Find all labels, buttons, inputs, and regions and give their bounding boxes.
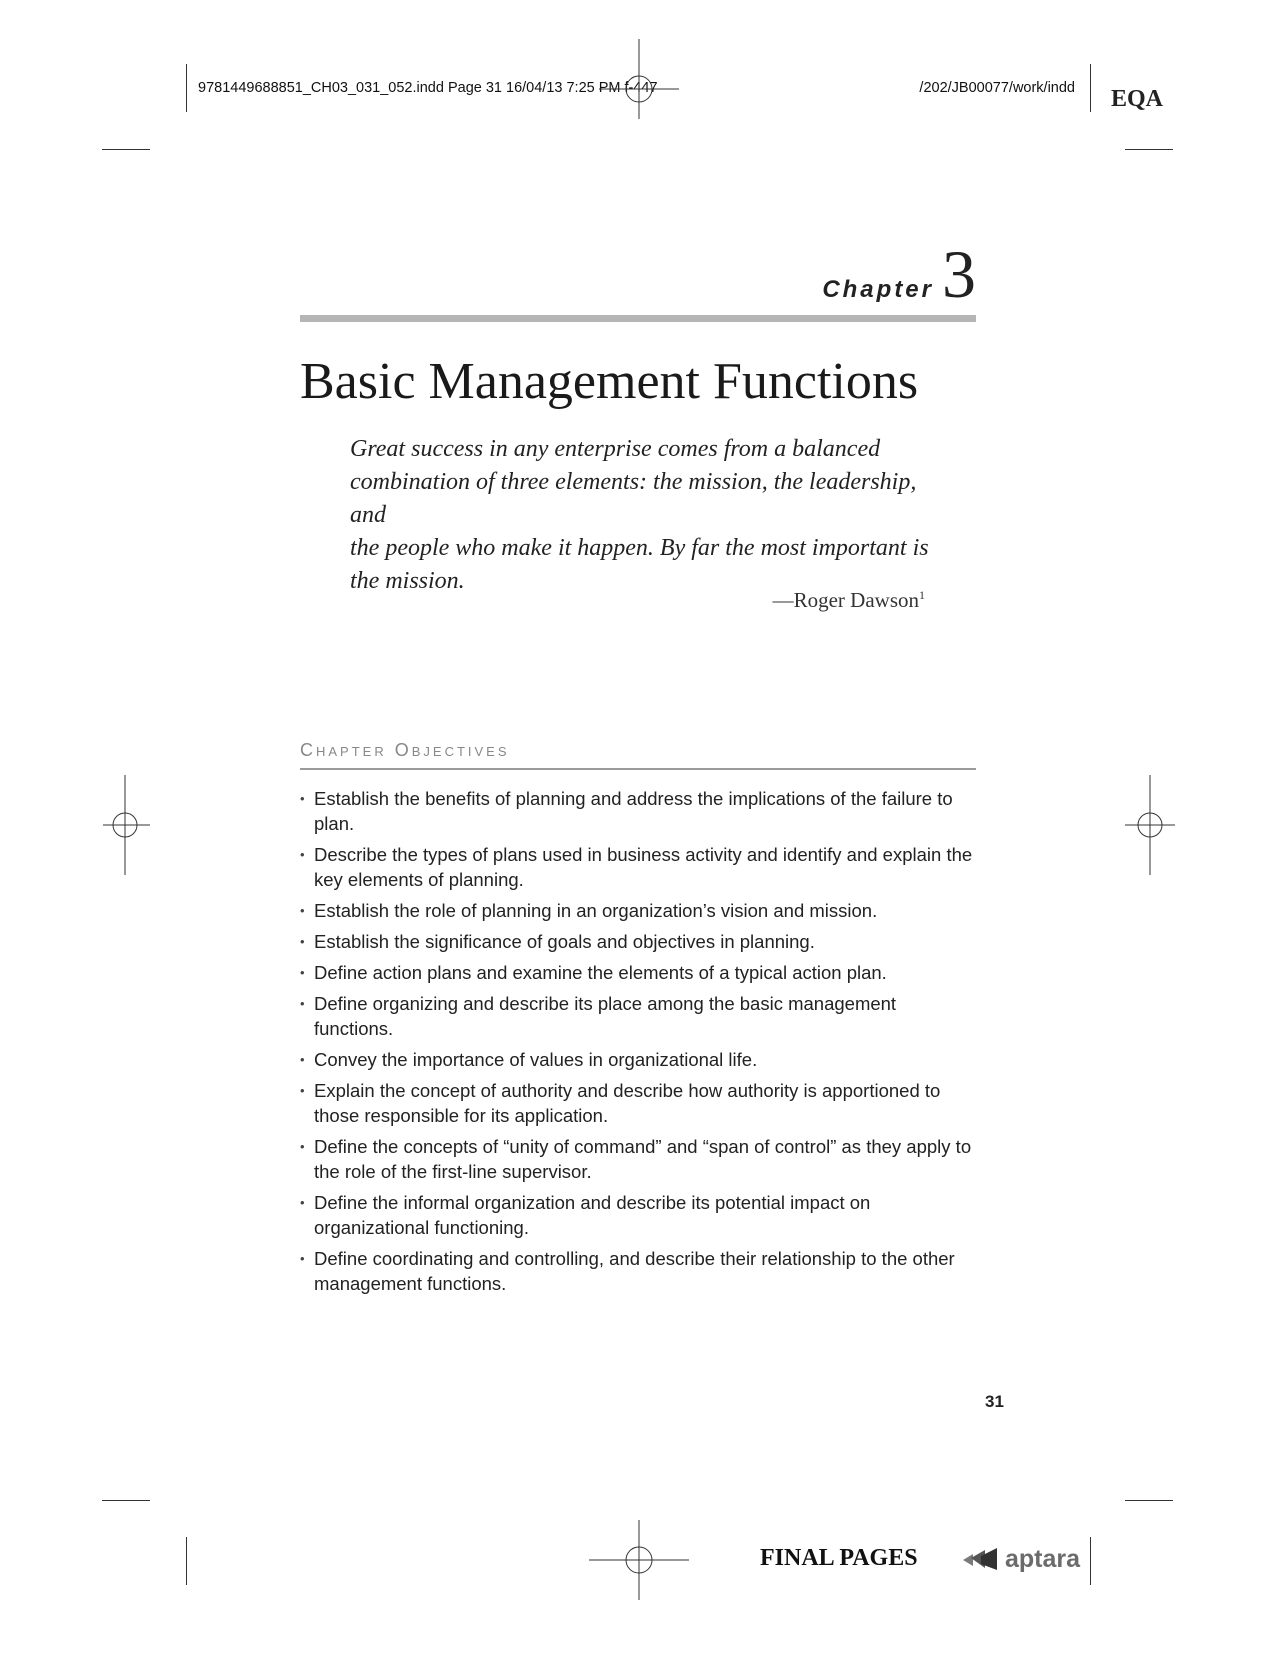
objective-item: • Define the informal organization and describe its potential impact on organizational functioning. xyxy=(300,1190,976,1240)
objective-item: • Establish the significance of goals and objectives in planning. xyxy=(300,929,976,954)
chapter-label xyxy=(300,236,976,312)
objective-item: • Establish the role of planning in an organization’s vision and mission. xyxy=(300,898,976,923)
crop-mark xyxy=(102,1500,150,1501)
crop-mark xyxy=(1090,1537,1091,1585)
objective-item: • Define action plans and examine the elements of a typical action plan. xyxy=(300,960,976,985)
epigraph-line: the people who make it happen. By far the most important is xyxy=(350,535,929,561)
epigraph-line: the mission. xyxy=(350,568,465,594)
aptara-wordmark: aptara xyxy=(1005,1544,1081,1573)
crop-mark xyxy=(102,149,150,150)
page-number: 31 xyxy=(985,1392,1004,1411)
objective-item: • Define the concepts of “unity of command” and “span of control” as they apply to the role of the first-line supervisor. xyxy=(300,1134,976,1184)
crop-mark xyxy=(1090,64,1091,112)
aptara-logo xyxy=(963,1543,1080,1575)
epigraph-line: combination of three elements: the mission, the leadership, and xyxy=(350,469,917,528)
slug-file-info: 9781449688851_CH03_031_052.indd Page 31 16/04/13 7:25 PM f-447 xyxy=(198,80,658,96)
objective-item: • Define organizing and describe its place among the basic management functions. xyxy=(300,991,976,1041)
objective-item: • Define coordinating and controlling, and describe their relationship to the other management functions. xyxy=(300,1246,976,1296)
objectives-list xyxy=(300,786,976,1302)
crop-mark xyxy=(186,1537,187,1585)
slug-tag: EQA xyxy=(1111,86,1164,112)
objective-item: • Establish the benefits of planning and address the implications of the failure to plan. xyxy=(300,786,976,836)
chapter-word: Chapter xyxy=(822,276,934,303)
crop-mark xyxy=(1125,149,1173,150)
attribution-name: —Roger Dawson xyxy=(772,588,919,612)
objectives-rule xyxy=(300,768,976,770)
objectives-heading: Chapter Objectives xyxy=(300,740,510,760)
epigraph-line: Great success in any enterprise comes from a balanced xyxy=(350,436,881,462)
final-pages-label: FINAL PAGES xyxy=(760,1545,918,1571)
epigraph xyxy=(350,433,950,598)
objective-item: • Convey the importance of values in organizational life. xyxy=(300,1047,976,1072)
chapter-rule xyxy=(300,315,976,322)
chapter-number: 3 xyxy=(942,236,976,312)
epigraph-attribution xyxy=(773,588,925,613)
objective-item: • Describe the types of plans used in business activity and identify and explain the key elements of planning. xyxy=(300,842,976,892)
registration-mark-icon xyxy=(75,775,175,875)
footnote-marker[interactable]: 1 xyxy=(919,588,925,602)
registration-mark-icon xyxy=(1100,775,1200,875)
registration-mark-icon xyxy=(589,1520,689,1600)
objective-item: • Explain the concept of authority and describe how authority is apportioned to those responsible for its application. xyxy=(300,1078,976,1128)
registration-mark-icon xyxy=(589,39,689,119)
crop-mark xyxy=(1125,1500,1173,1501)
aptara-logo-icon xyxy=(963,1546,999,1572)
slug-path: /202/JB00077/work/indd xyxy=(919,80,1075,96)
chapter-title: Basic Management Functions xyxy=(300,353,919,410)
crop-mark xyxy=(186,64,187,112)
